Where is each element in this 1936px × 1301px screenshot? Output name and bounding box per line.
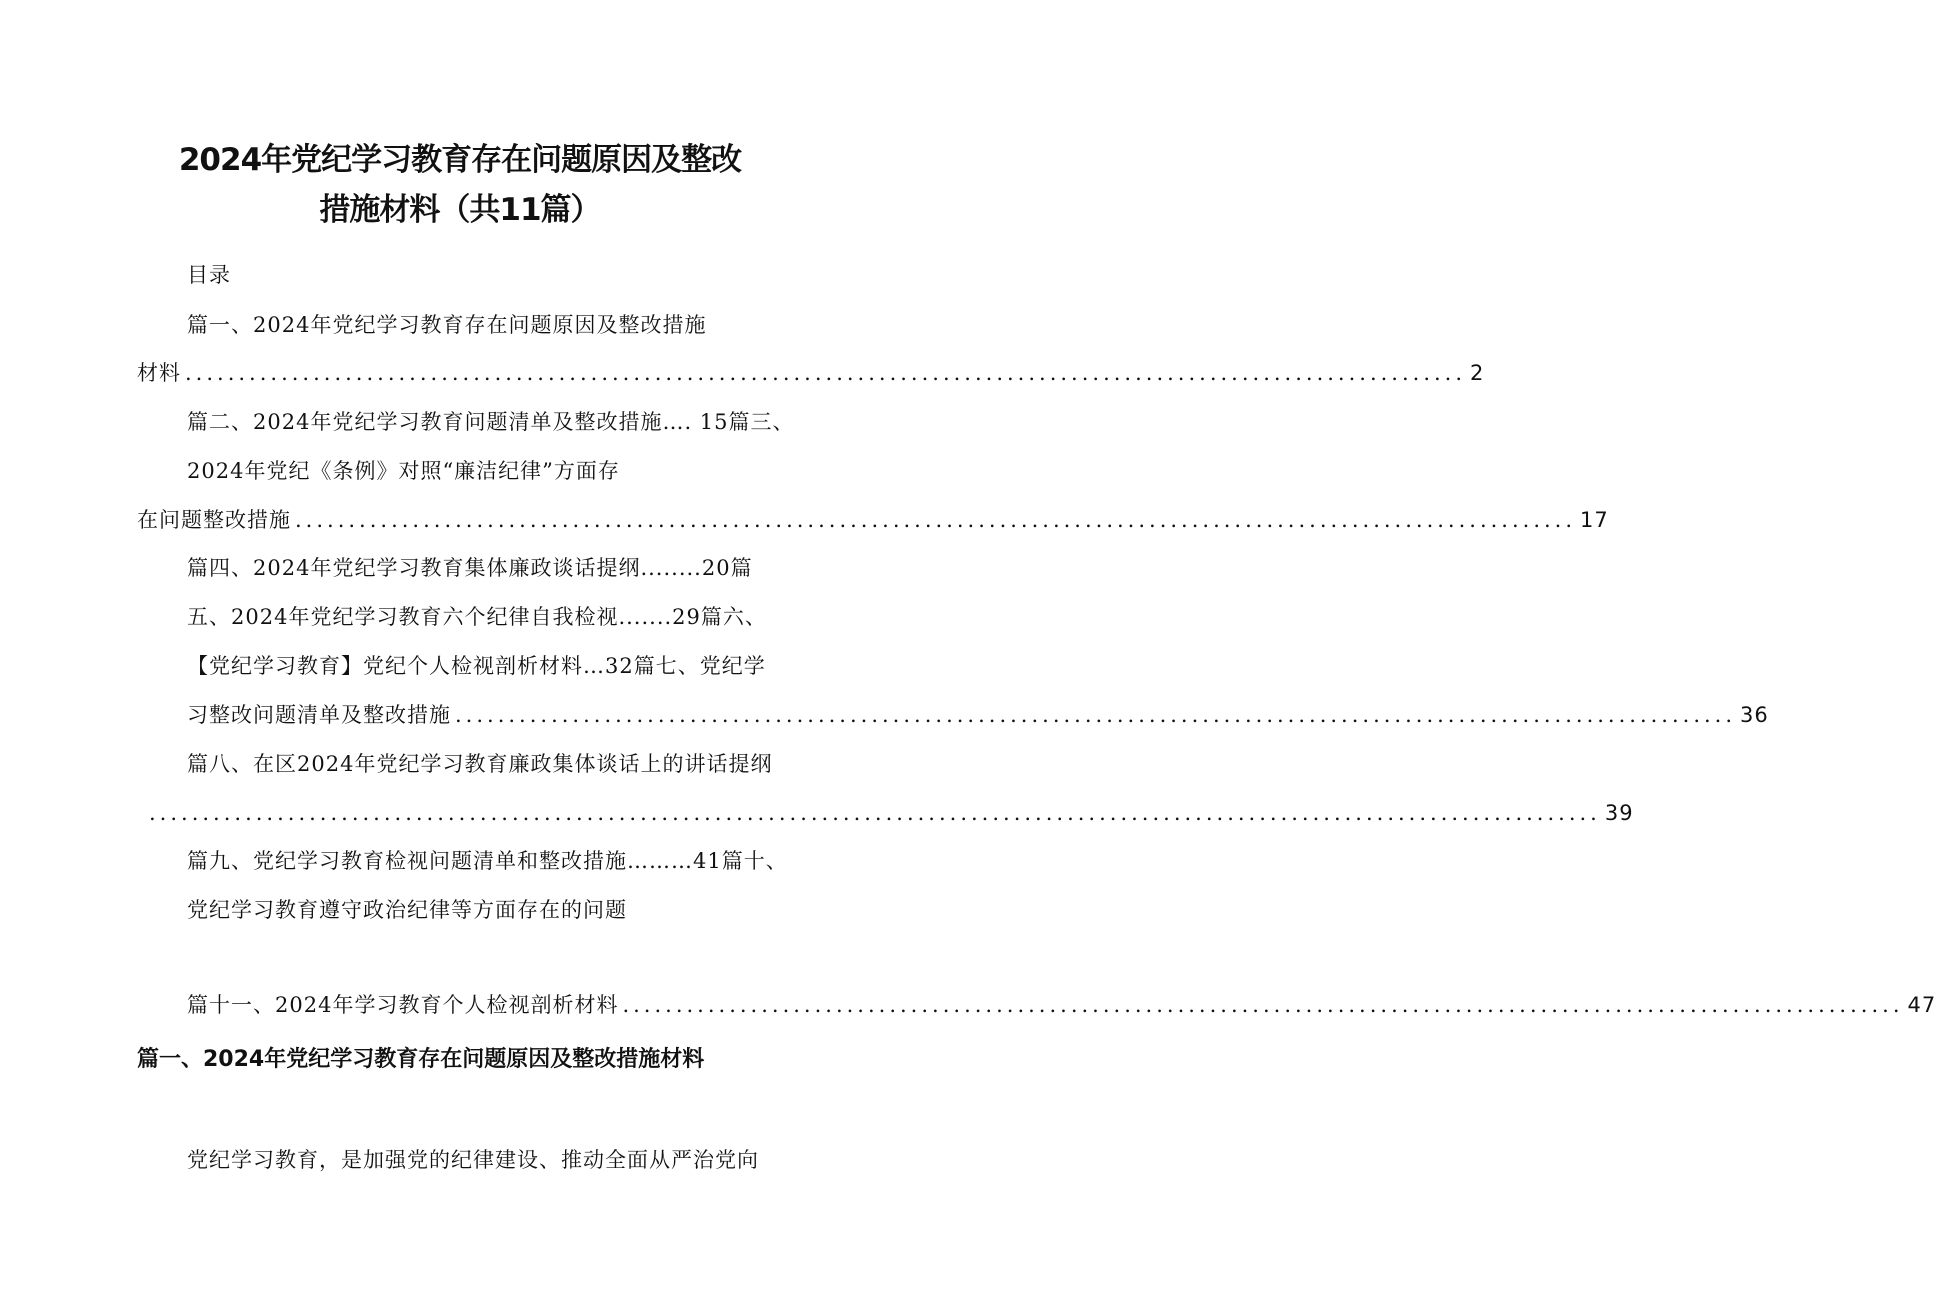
section-heading: 篇一、2024年党纪学习教育存在问题原因及整改措施材料 <box>137 1047 705 1072</box>
toc-entry-10-line[interactable]: 党纪学习教育遵守政治纪律等方面存在的问题 <box>187 898 627 922</box>
toc-entry-6-line[interactable]: 【党纪学习教育】党纪个人检视剖析材料…32篇七、党纪学 <box>187 654 766 678</box>
toc-entry-3[interactable] <box>137 505 1609 535</box>
toc-entry-8[interactable] <box>145 798 1634 828</box>
toc-entry-3-text: 在问题整改措施 <box>137 508 291 532</box>
toc-page-number: 2 <box>1470 361 1485 385</box>
toc-page-number: 17 <box>1580 508 1609 532</box>
toc-entry-9-line[interactable]: 篇九、党纪学习教育检视问题清单和整改措施………41篇十、 <box>187 849 788 873</box>
document-title-line-1: 2024年党纪学习教育存在问题原因及整改 <box>178 142 742 178</box>
toc-leader-dots: ........................................................................................................................ <box>185 361 1467 385</box>
toc-entry-1-text: 材料 <box>137 361 181 385</box>
toc-entry-1[interactable] <box>137 358 1485 388</box>
toc-entry-11-text: 篇十一、2024年学习教育个人检视剖析材料 <box>187 993 619 1017</box>
toc-entry-3-line-1: 2024年党纪《条例》对照“廉洁纪律”方面存 <box>187 459 620 483</box>
toc-entry-5-line[interactable]: 五、2024年党纪学习教育六个纪律自我检视.......29篇六、 <box>187 605 767 629</box>
toc-page-number: 36 <box>1740 703 1769 727</box>
toc-entry-7[interactable] <box>187 700 1769 730</box>
toc-heading: 目录 <box>187 263 231 287</box>
body-paragraph-first-line: 党纪学习教育，是加强党的纪律建设、推动全面从严治党向 <box>187 1148 759 1172</box>
toc-entry-1-line-1: 篇一、2024年党纪学习教育存在问题原因及整改措施 <box>187 313 707 337</box>
toc-entry-4-line[interactable]: 篇四、2024年党纪学习教育集体廉政谈话提纲........20篇 <box>187 556 753 580</box>
toc-entry-8-line-1[interactable]: 篇八、在区2024年党纪学习教育廉政集体谈话上的讲话提纲 <box>187 752 773 776</box>
toc-page-number: 47 <box>1907 993 1936 1017</box>
toc-leader-dots: ........................................................................................................................ <box>455 703 1737 727</box>
toc-page-number: 39 <box>1604 801 1634 825</box>
toc-leader-dots: ........................................................................................................................................ <box>149 801 1601 825</box>
toc-leader-dots: ........................................................................................................................ <box>295 508 1577 532</box>
toc-entry-11[interactable] <box>187 990 1936 1020</box>
toc-leader-dots: ........................................................................................................................ <box>622 993 1904 1017</box>
toc-entry-2-line[interactable]: 篇二、2024年党纪学习教育问题清单及整改措施…. 15篇三、 <box>187 410 795 434</box>
toc-entry-7-text: 习整改问题清单及整改措施 <box>187 703 451 727</box>
document-title-line-2: 措施材料（共11篇） <box>319 192 601 228</box>
